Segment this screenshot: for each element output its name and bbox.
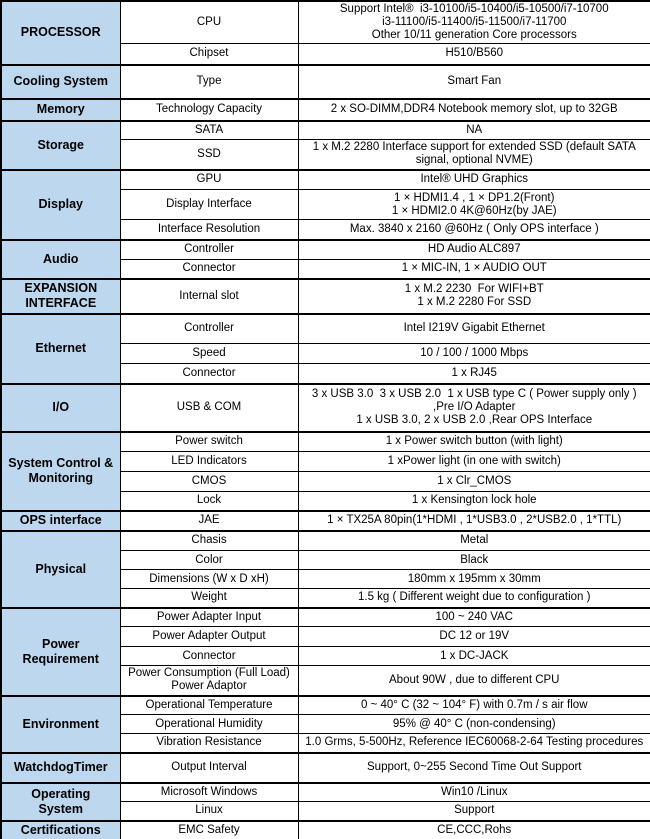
category-cell: PROCESSOR <box>1 1 120 65</box>
spec-value-line: 1 x M.2 2280 Interface support for extended SSD (default SATA signal, optional NVME) <box>312 141 639 167</box>
spec-label-cell: Speed <box>120 344 298 364</box>
spec-label-cell: SATA <box>120 121 298 140</box>
category-cell: EXPANSION INTERFACE <box>1 279 120 314</box>
table-row <box>1 531 650 551</box>
spec-label-cell: Interface Resolution <box>120 220 298 240</box>
spec-value-line: Support Intel® i3-10100/i5-10400/i5-10500/i7-10700 <box>339 3 609 15</box>
spec-value-line: 1 x Clr_CMOS <box>437 475 512 487</box>
category-cell: Operating System <box>1 783 120 821</box>
spec-value-cell <box>298 384 650 432</box>
table-row <box>1 240 650 260</box>
spec-value-line: 1.5 kg ( Different weight due to configuration ) <box>358 591 591 604</box>
spec-label-cell: Power Adapter Input <box>120 608 298 627</box>
table-row <box>1 1 650 44</box>
spec-value-line: 1 x Power switch button (with light) <box>385 435 563 448</box>
spec-label-cell: Connector <box>120 647 298 666</box>
spec-value-line: Max. 3840 x 2160 @60Hz ( Only OPS interface ) <box>349 222 599 235</box>
spec-label-cell: CPU <box>120 1 298 44</box>
table-row <box>1 99 650 121</box>
spec-value-line: 3 x USB 3.0 3 x USB 2.0 1 x USB type C ( Power supply only ) ,Pre I/O Adapter <box>311 388 640 413</box>
spec-value-line: 1 x USB 3.0, 2 x USB 2.0 ,Rear OPS Interface <box>356 414 593 426</box>
spec-table-body <box>1 1 650 839</box>
spec-value-cell <box>298 260 650 279</box>
spec-value-line: 1 x M.2 2280 For SSD <box>417 296 532 308</box>
spec-label-cell: Operational Temperature <box>120 696 298 715</box>
spec-value-cell <box>298 364 650 384</box>
spec-value-cell <box>298 715 650 734</box>
spec-value-line: 1 x DC-JACK <box>440 649 509 662</box>
spec-label-cell: Display Interface <box>120 190 298 220</box>
spec-value-line: 1 × HDMI1.4 , 1 × DP1.2(Front) <box>394 191 555 204</box>
spec-value-line: Support <box>454 804 495 817</box>
spec-value-line: Metal <box>460 534 489 547</box>
spec-value-line: Smart Fan <box>447 75 502 87</box>
spec-value-line: i3-11100/i5-11400/i5-11500/i7-11700 <box>382 16 567 28</box>
spec-value-cell <box>298 1 650 44</box>
spec-value-line: 180mm x 195mm x 30mm <box>407 572 541 585</box>
spec-value-line: NA <box>466 123 483 136</box>
spec-value-line: 2 x SO-DIMM,DDR4 Notebook memory slot, up to 32GB <box>330 103 618 115</box>
spec-label-cell: Color <box>120 551 298 570</box>
spec-value-line: Other 10/11 generation Core processors <box>371 29 577 41</box>
spec-value-cell <box>298 666 650 696</box>
table-row <box>1 821 650 839</box>
category-cell: OPS interface <box>1 511 120 531</box>
table-row <box>1 753 650 783</box>
spec-label-cell: EMC Safety <box>120 821 298 839</box>
category-cell: Ethernet <box>1 314 120 384</box>
table-row <box>1 511 650 531</box>
spec-label-cell: Lock <box>120 492 298 511</box>
spec-value-line: 1 × MIC-IN, 1 × AUDIO OUT <box>401 262 547 275</box>
spec-label-cell: Power switch <box>120 432 298 452</box>
spec-value-line: Win10 /Linux <box>441 785 508 798</box>
spec-value-line: 0 ~ 40° C (32 ~ 104° F) with 0.7m / s air flow <box>360 698 588 711</box>
table-row <box>1 314 650 344</box>
spec-value-line: 1 xPower light (in one with switch) <box>387 455 561 467</box>
spec-value-cell <box>298 511 650 531</box>
spec-value-cell <box>298 696 650 715</box>
spec-label-cell: Vibration Resistance <box>120 734 298 753</box>
spec-label-cell: Connector <box>120 260 298 279</box>
spec-value-line: DC 12 or 19V <box>439 630 510 642</box>
table-row <box>1 384 650 432</box>
spec-value-cell <box>298 627 650 647</box>
category-cell: Memory <box>1 99 120 121</box>
spec-label-cell: Microsoft Windows <box>120 783 298 802</box>
spec-value-line: HD Audio ALC897 <box>427 243 521 256</box>
table-row <box>1 279 650 314</box>
spec-value-cell <box>298 647 650 666</box>
category-cell: Storage <box>1 121 120 170</box>
category-cell: Power Requirement <box>1 608 120 696</box>
spec-value-line: Intel® UHD Graphics <box>420 173 529 186</box>
spec-label-cell: Chipset <box>120 44 298 65</box>
spec-label-cell: JAE <box>120 511 298 531</box>
spec-value-line: Support, 0~255 Second Time Out Support <box>367 761 582 773</box>
table-row <box>1 432 650 452</box>
table-row <box>1 783 650 802</box>
spec-value-line: Black <box>460 553 489 566</box>
spec-value-cell <box>298 472 650 492</box>
spec-value-line: Intel I219V Gigabit Ethernet <box>403 322 545 335</box>
spec-label-cell: Chasis <box>120 531 298 551</box>
spec-label-cell: Technology Capacity <box>120 99 298 121</box>
spec-value-line: 1 × TX25A 80pin(1*HDMI , 1*USB3.0 , 2*USB2.0 , 1*TTL) <box>327 514 622 526</box>
spec-value-cell <box>298 783 650 802</box>
spec-label-cell: Connector <box>120 364 298 384</box>
table-row <box>1 170 650 190</box>
spec-value-cell <box>298 734 650 753</box>
spec-value-cell <box>298 140 650 170</box>
spec-value-line: About 90W , due to different CPU <box>389 673 560 686</box>
table-row <box>1 696 650 715</box>
spec-value-cell <box>298 452 650 472</box>
spec-label-cell: Internal slot <box>120 279 298 314</box>
table-row <box>1 608 650 627</box>
spec-value-cell <box>298 432 650 452</box>
spec-value-cell <box>298 121 650 140</box>
spec-value-line: 1 x RJ45 <box>451 366 497 379</box>
category-cell: Physical <box>1 531 120 608</box>
spec-label-cell: Type <box>120 65 298 99</box>
category-cell: Display <box>1 170 120 240</box>
spec-value-cell <box>298 753 650 783</box>
spec-value-cell <box>298 570 650 589</box>
spec-value-line: 1 x Kensington lock hole <box>411 494 537 507</box>
spec-label-cell: Operational Humidity <box>120 715 298 734</box>
spec-value-cell <box>298 170 650 190</box>
spec-value-cell <box>298 190 650 220</box>
spec-label-cell: Dimensions (W x D xH) <box>120 570 298 589</box>
spec-value-line: 1 × HDMI2.0 4K@60Hz(by JAE) <box>391 204 557 217</box>
category-cell: Cooling System <box>1 65 120 99</box>
category-cell: WatchdogTimer <box>1 753 120 783</box>
spec-value-line: 100 ~ 240 VAC <box>435 610 513 623</box>
spec-value-cell <box>298 492 650 511</box>
category-cell: Environment <box>1 696 120 753</box>
spec-value-line: 95% @ 40° C (non-condensing) <box>392 717 556 730</box>
spec-value-cell <box>298 821 650 839</box>
spec-value-cell <box>298 240 650 260</box>
category-cell: I/O <box>1 384 120 432</box>
category-cell: Audio <box>1 240 120 279</box>
spec-label-cell: LED Indicators <box>120 452 298 472</box>
spec-value-line: CE,CCC,Rohs <box>437 823 512 836</box>
table-row <box>1 65 650 99</box>
spec-label-cell: Weight <box>120 589 298 608</box>
spec-label-cell: GPU <box>120 170 298 190</box>
spec-label-cell: Controller <box>120 240 298 260</box>
spec-value-cell <box>298 531 650 551</box>
spec-value-cell <box>298 589 650 608</box>
spec-value-cell <box>298 551 650 570</box>
spec-label-cell: Power Adapter Output <box>120 627 298 647</box>
spec-value-line: H510/B560 <box>445 47 504 60</box>
spec-value-cell <box>298 44 650 65</box>
spec-value-line: 1.0 Grms, 5-500Hz, Reference IEC60068-2-64 Testing procedures <box>305 736 644 749</box>
spec-label-cell: Power Consumption (Full Load) Power Adaptor <box>120 666 298 696</box>
spec-value-cell <box>298 344 650 364</box>
spec-label-cell: USB & COM <box>120 384 298 432</box>
spec-value-line: 1 x M.2 2230 For WIFI+BT <box>404 283 544 295</box>
spec-value-cell <box>298 220 650 240</box>
category-cell: Certifications <box>1 821 120 839</box>
spec-value-cell <box>298 802 650 821</box>
spec-value-cell <box>298 65 650 99</box>
spec-value-line: 10 / 100 / 1000 Mbps <box>420 347 529 359</box>
spec-label-cell: Controller <box>120 314 298 344</box>
table-row <box>1 121 650 140</box>
spec-value-cell <box>298 279 650 314</box>
spec-value-cell <box>298 99 650 121</box>
spec-label-cell: Linux <box>120 802 298 821</box>
spec-label-cell: SSD <box>120 140 298 170</box>
category-cell: System Control & Monitoring <box>1 432 120 511</box>
spec-label-cell: CMOS <box>120 472 298 492</box>
spec-label-cell: Output Interval <box>120 753 298 783</box>
spec-value-cell <box>298 608 650 627</box>
spec-value-cell <box>298 314 650 344</box>
